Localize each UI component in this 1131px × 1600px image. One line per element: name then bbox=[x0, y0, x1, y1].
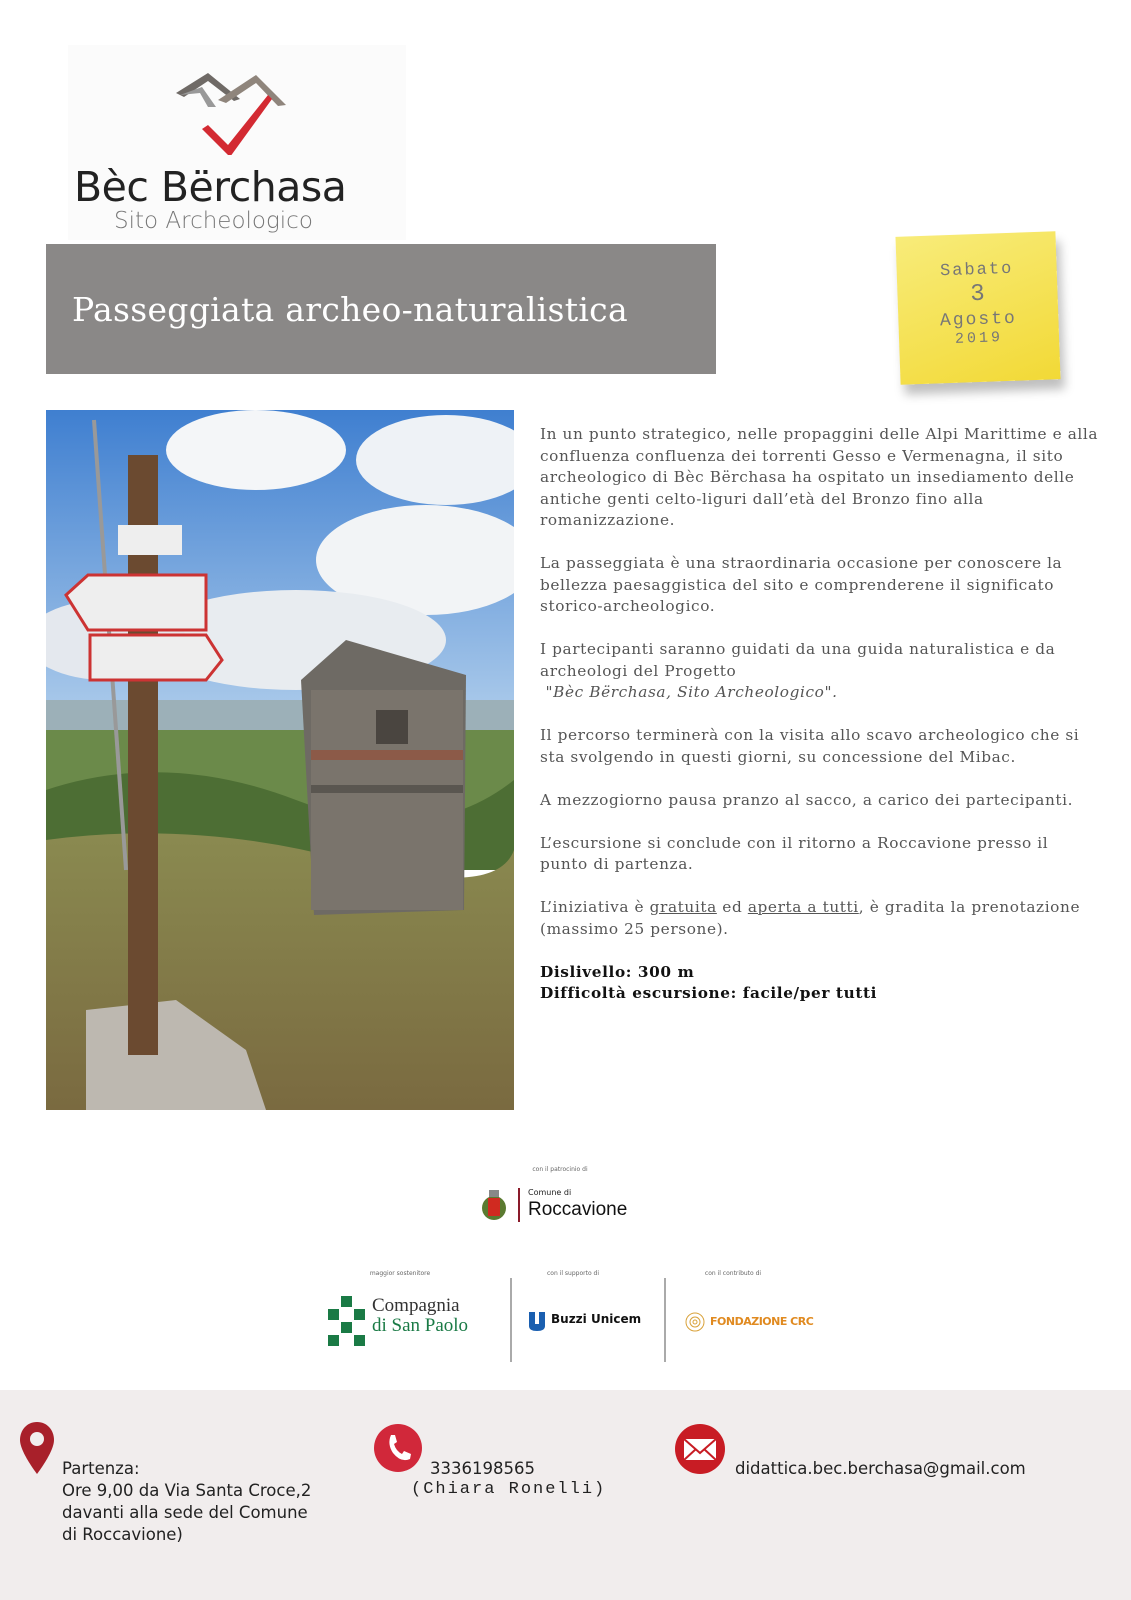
buzzi-logo bbox=[527, 1310, 657, 1334]
departure-info bbox=[62, 1458, 311, 1546]
elevation-gain: Dislivello: 300 m bbox=[540, 962, 695, 981]
description bbox=[540, 424, 1100, 1005]
logo bbox=[68, 45, 406, 240]
paragraph-guides bbox=[540, 639, 1100, 704]
comune-name: Roccavione bbox=[528, 1199, 628, 1220]
divider bbox=[518, 1188, 520, 1222]
comune-logo bbox=[480, 1186, 640, 1226]
guides-text: I partecipanti saranno guidati da una guida naturalistica e da archeologi del Progetto bbox=[540, 640, 1056, 680]
booking-text: ed bbox=[716, 898, 748, 916]
coat-of-arms-icon bbox=[480, 1188, 508, 1224]
open-text: aperta a tutti bbox=[747, 898, 859, 916]
fondazione-name: FONDAZIONE CRC bbox=[710, 1315, 814, 1328]
buzzi-name: Buzzi Unicem bbox=[551, 1312, 642, 1326]
date-year: 2019 bbox=[954, 329, 1004, 348]
patronage-label: con il patrocinio di bbox=[532, 1166, 588, 1173]
date-day: 3 bbox=[969, 280, 986, 309]
free-text: gratuita bbox=[649, 898, 717, 916]
logo-subtitle: Sito Archeologico bbox=[114, 208, 313, 234]
paragraph-route: Il percorso terminerà con la visita allo scavo archeologico che si sta svolgendo in questi giorni, su concessione del Mibac. bbox=[540, 726, 1080, 766]
footer bbox=[0, 1390, 1131, 1600]
paragraph-booking bbox=[540, 897, 1100, 940]
location-pin-icon bbox=[20, 1422, 54, 1474]
email-icon bbox=[674, 1423, 726, 1475]
fondazione-logo bbox=[680, 1312, 814, 1336]
departure-line: davanti alla sede del Comune bbox=[62, 1503, 308, 1522]
date-weekday: Sabato bbox=[939, 259, 1014, 282]
landscape-photo bbox=[46, 410, 514, 1110]
support-label: con il supporto di bbox=[546, 1270, 599, 1277]
departure-line: di Roccavione) bbox=[62, 1525, 183, 1544]
paragraph-intro: In un punto strategico, nelle propaggini delle Alpi Marittime e alla confluenza confluenza dei torrenti Gesso e Vermenagna, il sito archeologico di Bèc Bërchasa ha ospitato un insediamento delle antiche genti celto-liguri dall’età del Bronzo fino alla romanizzazione. bbox=[540, 425, 1099, 529]
compagnia-line1: Compagnia bbox=[372, 1295, 460, 1316]
booking-text: L’iniziativa è bbox=[540, 898, 650, 916]
compagnia-line2: di San Paolo bbox=[372, 1315, 469, 1336]
buzzi-u-icon bbox=[527, 1310, 547, 1332]
main-sponsor-label: maggior sostenitore bbox=[369, 1270, 431, 1277]
logo-name: Bèc Bërchasa bbox=[74, 163, 347, 211]
project-name: "Bèc Bërchasa, Sito Archeologico". bbox=[545, 683, 838, 701]
paragraph-return: L’escursione si conclude con il ritorno a Roccavione presso il punto di partenza. bbox=[540, 833, 1049, 873]
phone-icon bbox=[373, 1423, 423, 1473]
phone-number[interactable]: 3336198565 bbox=[430, 1459, 535, 1478]
booking-text: , è gradita la prenotazione (massimo 25 persone). bbox=[540, 898, 1081, 938]
departure-line: Ore 9,00 da Via Santa Croce,2 bbox=[62, 1481, 312, 1500]
paragraph-walk: La passeggiata è una straordinaria occasione per conoscere la bellezza paesaggistica del sito e comprenderene il significato storico-archeologico. bbox=[540, 554, 1063, 615]
paragraph-lunch: A mezzogiorno pausa pranzo al sacco, a carico dei partecipanti. bbox=[540, 790, 1074, 809]
mountain-check-icon bbox=[68, 45, 406, 155]
rings-icon bbox=[680, 1312, 710, 1332]
divider bbox=[664, 1278, 666, 1362]
checker-icon bbox=[328, 1296, 366, 1346]
title-banner bbox=[46, 244, 716, 374]
date-month: Agosto bbox=[939, 308, 1018, 332]
difficulty: Difficoltà escursione: facile/per tutti bbox=[540, 984, 878, 1002]
compagnia-logo bbox=[328, 1296, 478, 1348]
departure-label: Partenza: bbox=[62, 1459, 140, 1478]
divider bbox=[510, 1278, 512, 1362]
email-link[interactable]: didattica.bec.berchasa@gmail.com bbox=[735, 1459, 1026, 1478]
comune-small: Comune di bbox=[528, 1188, 572, 1197]
contrib-label: con il contributo di bbox=[704, 1270, 762, 1277]
page-title: Passeggiata archeo-naturalistica bbox=[72, 289, 628, 329]
contact-name: (Chiara Ronelli) bbox=[411, 1480, 607, 1499]
date-sticky-note bbox=[895, 231, 1060, 384]
